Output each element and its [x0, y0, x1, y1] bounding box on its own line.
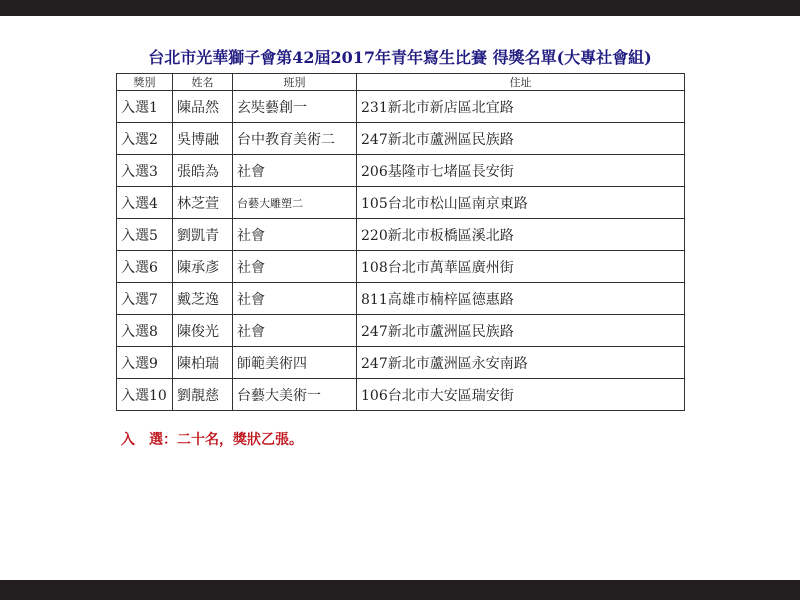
class-cell: 台藝大美術一: [233, 379, 357, 411]
address-cell: 811高雄市楠梓區德惠路: [357, 283, 685, 315]
table-row: [117, 155, 685, 187]
table-row: [117, 123, 685, 155]
award-cell: 入選9: [117, 347, 173, 379]
class-cell: 社會: [233, 155, 357, 187]
name-cell: 吳博融: [173, 123, 233, 155]
header-name: 姓名: [173, 74, 233, 91]
table-row: [117, 347, 685, 379]
award-note: 入 選：二十名，獎狀乙張。: [121, 432, 303, 448]
award-cell: 入選3: [117, 155, 173, 187]
award-cell: 入選2: [117, 123, 173, 155]
name-cell: 張皓為: [173, 155, 233, 187]
table-header-row: [117, 74, 685, 91]
header-award: 獎別: [117, 74, 173, 91]
name-cell: 劉凱青: [173, 219, 233, 251]
address-cell: 247新北市蘆洲區永安南路: [357, 347, 685, 379]
class-cell: 玄奘藝創一: [233, 91, 357, 123]
address-cell: 108台北市萬華區廣州街: [357, 251, 685, 283]
page-title: 台北市光華獅子會第42屆2017年青年寫生比賽 得獎名單(大專社會組): [148, 48, 652, 67]
address-cell: 231新北市新店區北宜路: [357, 91, 685, 123]
award-cell: 入選5: [117, 219, 173, 251]
name-cell: 戴芝逸: [173, 283, 233, 315]
table-row: [117, 91, 685, 123]
header-class: 班別: [233, 74, 357, 91]
address-cell: 247新北市蘆洲區民族路: [357, 315, 685, 347]
award-cell: 入選6: [117, 251, 173, 283]
class-cell: 社會: [233, 283, 357, 315]
winners-table: [116, 73, 685, 411]
name-cell: 陳柏瑞: [173, 347, 233, 379]
address-cell: 106台北市大安區瑞安街: [357, 379, 685, 411]
top-frame-bar: [0, 0, 800, 16]
name-cell: 陳品然: [173, 91, 233, 123]
class-cell: 師範美術四: [233, 347, 357, 379]
name-cell: 陳承彥: [173, 251, 233, 283]
address-cell: 206基隆市七堵區長安街: [357, 155, 685, 187]
table-row: [117, 379, 685, 411]
class-cell: 社會: [233, 219, 357, 251]
name-cell: 陳俊光: [173, 315, 233, 347]
address-cell: 105台北市松山區南京東路: [357, 187, 685, 219]
award-cell: 入選1: [117, 91, 173, 123]
class-cell: 台中教育美術二: [233, 123, 357, 155]
award-cell: 入選7: [117, 283, 173, 315]
class-cell: 台藝大雕塑二: [233, 187, 357, 219]
address-cell: 220新北市板橋區溪北路: [357, 219, 685, 251]
name-cell: 劉靚慈: [173, 379, 233, 411]
table-row: [117, 187, 685, 219]
header-address: 住址: [357, 74, 685, 91]
table-row: [117, 283, 685, 315]
award-cell: 入選10: [117, 379, 173, 411]
award-cell: 入選8: [117, 315, 173, 347]
table-row: [117, 251, 685, 283]
class-cell: 社會: [233, 315, 357, 347]
name-cell: 林芝萱: [173, 187, 233, 219]
table-row: [117, 315, 685, 347]
table-row: [117, 219, 685, 251]
award-cell: 入選4: [117, 187, 173, 219]
address-cell: 247新北市蘆洲區民族路: [357, 123, 685, 155]
class-cell: 社會: [233, 251, 357, 283]
bottom-frame-bar: [0, 580, 800, 600]
